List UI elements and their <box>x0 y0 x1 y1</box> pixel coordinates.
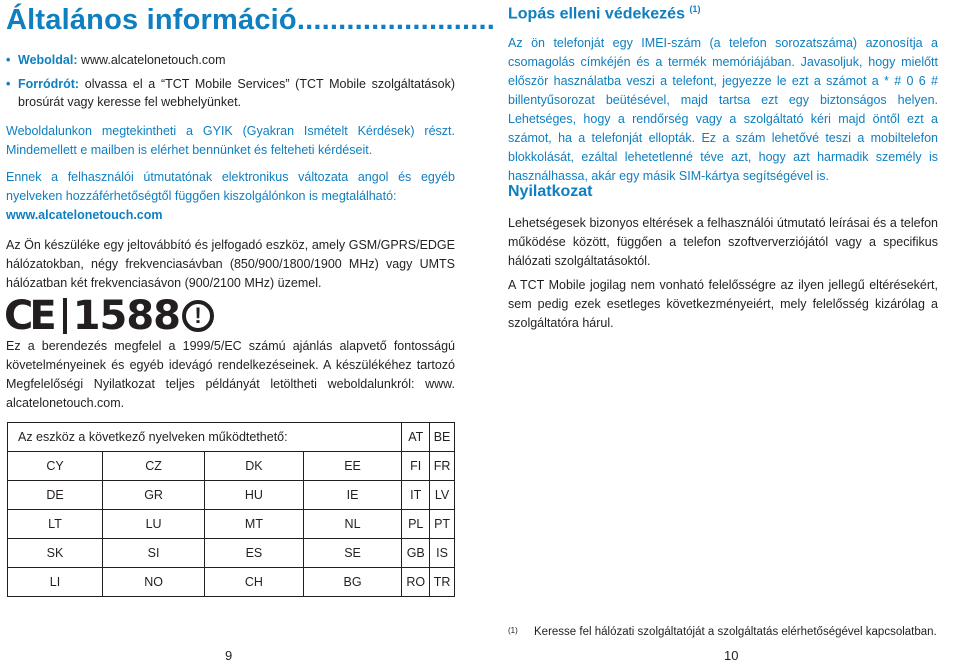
table-row <box>8 539 455 568</box>
table-cell: IE <box>303 481 402 510</box>
table-cell: AT <box>402 423 430 452</box>
table-cell: SE <box>303 539 402 568</box>
disclaimer-title: Nyilatkozat <box>508 183 593 200</box>
table-cell: RO <box>402 568 430 597</box>
bullet-icon: • <box>6 53 11 67</box>
table-cell: CZ <box>103 452 205 481</box>
theft-protection-text: Az ön telefonját egy IMEI-szám (a telefon sorozatszáma) azonosítja a csomagolás címkéjén és a termék memóriájában. Javasoljuk, hogy mielőtt először használatba veszi a telefont, jegyezze le ezt a számot a * # 0 6 # billentyűsorozat beütésével, majd tartsa ezt egy biztonságos helyen. Lehetséges, hogy a rendőrség vagy a szolgáltató kéri majd öntől ezt a számot, ha a telefonját ellopták. Ez a szám lehetővé teszi a mobiltelefon blokkolását, ezáltal lehetetlenné téve azt, hogy azt harmadik személy is használhassa, akár egy másik SIM-kártya segítségével is. <box>508 36 938 183</box>
manual-url[interactable]: www.alcatelonetouch.com <box>6 208 163 222</box>
table-cell: EE <box>303 452 402 481</box>
table-cell: LI <box>8 568 103 597</box>
manual-text: Ennek a felhasználói útmutatónak elektronikus változata angol és egyéb nyelveken hozzáférhetőségtől függően kiszolgálónkon is megtalálható: <box>6 170 455 203</box>
table-cell: IT <box>402 481 430 510</box>
table-cell: SI <box>103 539 205 568</box>
theft-protection-heading <box>508 4 700 23</box>
table-cell: SK <box>8 539 103 568</box>
footnote-text: Keresse fel hálózati szolgáltatóját a szolgáltatás elérhetőségével kapcsolatban. <box>534 626 937 638</box>
table-row <box>8 510 455 539</box>
page-title: Általános információ........................ <box>6 4 495 36</box>
ce-logo: CE <box>4 293 53 339</box>
alert-icon: ! <box>182 300 214 332</box>
page-number-right: 10 <box>724 648 739 663</box>
hotline-text: olvassa el a “TCT Mobile Services” (TCT Mobile szolgáltatások) brosúrát vagy keresse fel webhelyünket. <box>18 77 455 109</box>
table-cell: CY <box>8 452 103 481</box>
disclaimer-paragraph-2: A TCT Mobile jogilag nem vonható felelősségre az ilyen jellegű eltérésekért, sem pedig ezek esetleges következményeiért, mely felelősség kizárólag a szolgáltatóra hárul. <box>508 278 938 330</box>
table-cell: ES <box>205 539 304 568</box>
disclaimer-paragraph-1: Lehetségesek bizonyos eltérések a felhasználói útmutató leírásai és a telefon működése között, függően a telefon szoftververziójától vagy a specifikus hálózati szolgáltatásoktól. <box>508 216 938 268</box>
table-cell: LU <box>103 510 205 539</box>
table-header-label: Az eszköz a következő nyelveken működtethető: <box>8 423 402 452</box>
table-row <box>8 481 455 510</box>
faq-paragraph: Weboldalunkon megtekintheti a GYIK (Gyakran Ismételt Kérdések) részt. Mindemellett e mailben is elérhet bennünket és felteheti kérdéseit. <box>6 124 455 157</box>
contact-list <box>6 51 455 117</box>
footnote-reference: (1) <box>689 4 701 14</box>
table-header-row <box>8 423 455 452</box>
table-cell: BG <box>303 568 402 597</box>
table-cell: GB <box>402 539 430 568</box>
table-cell: MT <box>205 510 304 539</box>
country-table <box>7 422 455 597</box>
table-cell: NO <box>103 568 205 597</box>
notified-body-number: 1588 <box>72 293 181 339</box>
table-cell: FR <box>430 452 455 481</box>
footnote <box>508 626 938 638</box>
right-page <box>480 0 960 667</box>
bullet-icon: • <box>6 77 11 91</box>
table-cell: GR <box>103 481 205 510</box>
table-cell: PL <box>402 510 430 539</box>
website-label: Weboldal: <box>18 53 78 67</box>
list-item-hotline <box>6 75 455 111</box>
website-url[interactable]: www.alcatelonetouch.com <box>77 53 226 67</box>
list-item-website <box>6 51 455 69</box>
table-cell: NL <box>303 510 402 539</box>
theft-protection-title: Lopás elleni védekezés <box>508 5 685 23</box>
conformity-paragraph: Ez a berendezés megfelel a 1999/5/EC számú ajánlás alapvető fontosságú követelményeinek és egyéb idevágó rendelkezéseinek. A készülékéhez tartozó Megfelelőségi Nyilatkozat teljes példányát letöltheti weboldalunkról: www. alcatelonetouch.com. <box>6 339 455 410</box>
table-cell: IS <box>430 539 455 568</box>
table-cell: LT <box>8 510 103 539</box>
table-cell: DE <box>8 481 103 510</box>
table-cell: DK <box>205 452 304 481</box>
ce-mark <box>4 294 214 338</box>
table-cell: LV <box>430 481 455 510</box>
table-cell: BE <box>430 423 455 452</box>
manual-paragraph <box>6 168 455 225</box>
page-number-left: 9 <box>225 648 233 663</box>
ce-divider <box>63 298 67 334</box>
table-cell: HU <box>205 481 304 510</box>
hotline-label: Forródrót: <box>18 77 80 91</box>
footnote-mark: (1) <box>508 626 518 635</box>
table-cell: TR <box>430 568 455 597</box>
table-row <box>8 452 455 481</box>
table-cell: FI <box>402 452 430 481</box>
device-paragraph: Az Ön készüléke egy jeltovábbító és jelfogadó eszköz, amely GSM/GPRS/EDGE hálózatokban, négy frekvenciasávban (850/900/1800/1900 MHz) vagy UMTS hálózatban két frekvenciasávon (900/2100 MHz) üzemel. <box>6 238 455 290</box>
table-cell: CH <box>205 568 304 597</box>
table-row <box>8 568 455 597</box>
table-cell: PT <box>430 510 455 539</box>
